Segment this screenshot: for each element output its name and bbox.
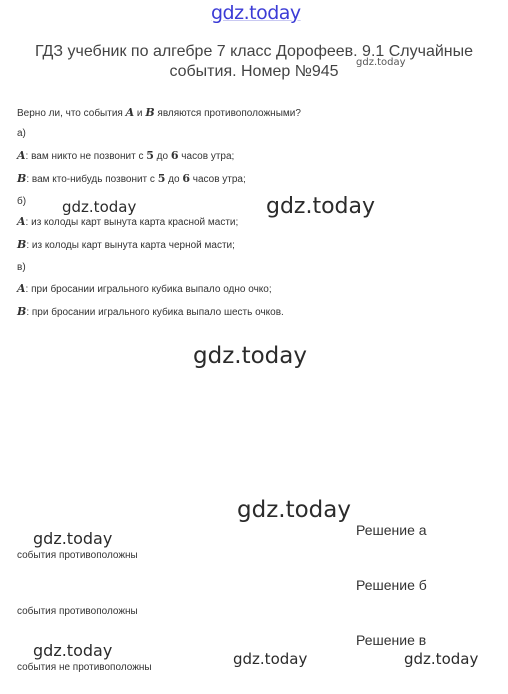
watermark-2: gdz.today bbox=[266, 194, 376, 219]
part-c-event-a: A: при бросании игрального кубика выпало одно очко; bbox=[17, 282, 272, 295]
page-title: ГДЗ учебник по алгебре 7 класс Дорофеев. 9.1 Случайные события. Номер №945 bbox=[34, 43, 474, 80]
solution-c-title: Решение в bbox=[356, 632, 427, 648]
solution-c-answer: события не противоположны bbox=[17, 662, 152, 673]
part-a-label: а) bbox=[17, 128, 26, 139]
watermark-3: gdz.today bbox=[193, 343, 307, 369]
watermark-4: gdz.today bbox=[237, 497, 351, 523]
part-b-event-a: A: из колоды карт вынута карта красной масти; bbox=[17, 215, 239, 228]
part-b-label: б) bbox=[17, 196, 27, 207]
site-logo[interactable]: gdz.today bbox=[211, 2, 301, 24]
part-c-label: в) bbox=[17, 262, 26, 273]
watermark-1: gdz.today bbox=[62, 198, 137, 216]
watermark-title: gdz.today bbox=[356, 57, 406, 68]
watermark-8: gdz.today bbox=[404, 650, 479, 668]
solution-b-title: Решение б bbox=[356, 577, 427, 593]
watermark-6: gdz.today bbox=[33, 641, 113, 660]
part-a-event-a: A: вам никто не позвонит с 5 до 6 часов утра; bbox=[17, 149, 235, 162]
watermark-7: gdz.today bbox=[233, 650, 308, 668]
solution-b-answer: события противоположны bbox=[17, 606, 138, 617]
part-a-event-b: B: вам кто-нибудь позвонит с 5 до 6 часов утра; bbox=[17, 172, 246, 185]
watermark-5: gdz.today bbox=[33, 529, 113, 548]
solution-a-answer: события противоположны bbox=[17, 550, 138, 561]
part-c-event-b: B: при бросании игрального кубика выпало шесть очков. bbox=[17, 305, 284, 318]
question-text: Верно ли, что события A и B являются противоположными? bbox=[17, 106, 301, 119]
part-b-event-b: B: из колоды карт вынута карта черной масти; bbox=[17, 238, 235, 251]
solution-a-title: Решение а bbox=[356, 522, 427, 538]
